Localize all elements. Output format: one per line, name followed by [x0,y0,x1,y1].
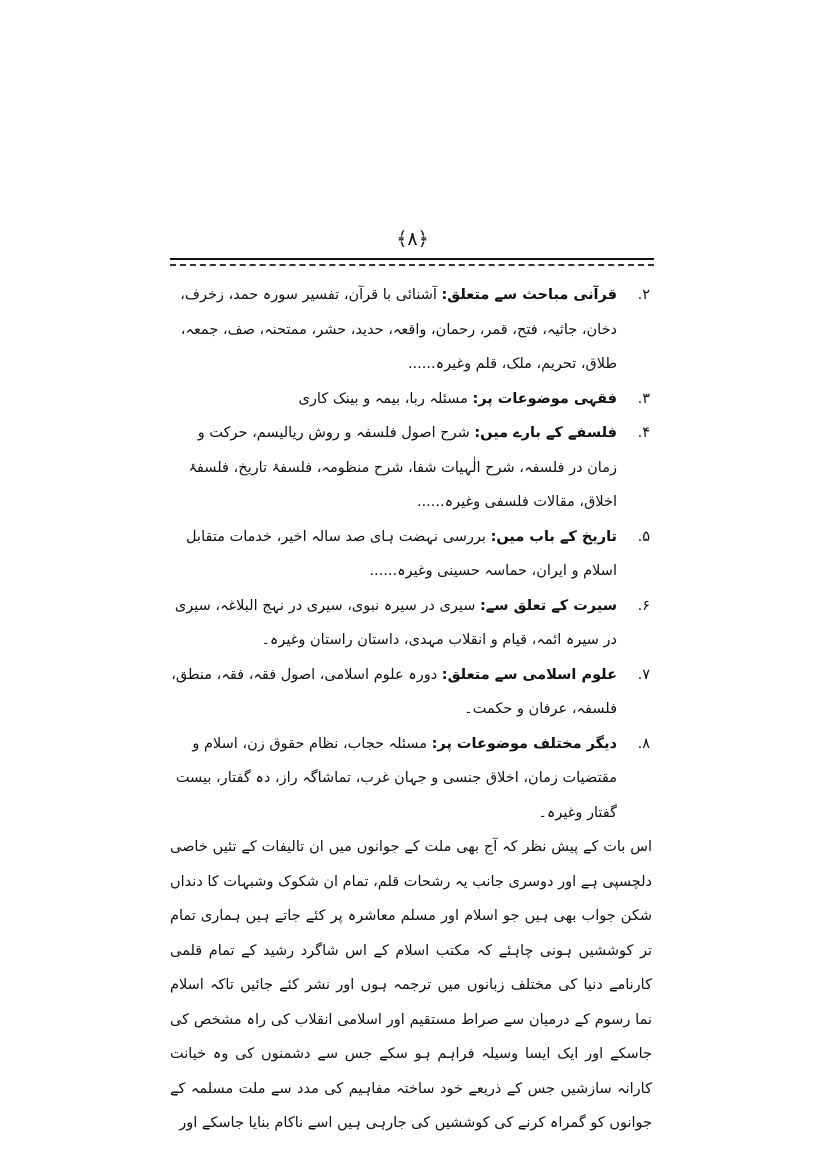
header-rule-dashed [170,264,654,266]
list-item-text: مسئلہ حجاب، نظام حقوق زن، اسلام و مقتضیات زمان، اخلاق جنسی و جہان غرب، تماشاگہ راز، دہ گفتار، بیست گفتار وغیرہ۔ [175,735,617,821]
list-item [170,727,652,831]
list-item-lead: فقہی موضوعات پر: [472,390,617,407]
list-item-lead: دیگر مختلف موضوعات پر: [431,735,617,752]
list-item-text: آشنائی با قرآن، تفسیر سورہ حمد، زخرف، دخان، جاثیہ، فتح، قمر، رحمان، واقعہ، حدید، حشر، ممتحنہ، صف، جمعہ، طلاق، تحریم، ملک، قلم وغیرہ...... [180,287,617,372]
page-number: ﴿۸﴾ [396,228,429,250]
list-item-number: ۳. [637,390,650,407]
list-item-text: بررسی نہضت ہای صد سالہ اخیر، خدمات متقابل اسلام و ایران، حماسہ حسینی وغیرہ...... [186,528,617,579]
list-item-number: ۷. [637,666,650,683]
list-item-number: ۴. [637,425,650,441]
list-item-lead: قرآنی مباحث سے متعلق: [441,287,617,303]
list-item-lead: علوم اسلامی سے متعلق: [441,666,617,683]
list-item-text: سیری در سیرہ نبوی، سیری در نہج البلاغہ، سیری در سیرہ ائمہ، قیام و انقلاب مہدی، داستان راستان وغیرہ۔ [174,597,617,648]
list-item [170,589,652,658]
list-item-lead: فلسفے کے بارے میں: [474,425,617,441]
list-item-number: ۵. [637,528,650,545]
list-item-text: شرح اصول فلسفہ و روش ریالیسم، حرکت و زمان در فلسفہ، شرح الٰہیات شفا، شرح منظومہ، فلسفۂ تاریخ، فلسفۂ اخلاق، مقالات فلسفی وغیرہ...... [188,425,617,510]
list-item-text: مسئلہ ربا، بیمہ و بینک کاری [298,390,473,407]
topic-list [170,278,652,830]
list-item-lead: تاریخ کے باب میں: [490,528,617,545]
list-item-number: ۶. [637,597,650,614]
body-paragraph: اس بات کے پیش نظر کہ آج بھی ملت کے جوانوں میں ان تالیفات کے تئیں خاصی دلچسپی ہے اور دوسری جانب یہ رشحات قلم، تمام ان شکوک وشبہات کا دنداں شکن جواب بھی ہیں جو اسلام اور مسلم معاشرہ پر کئے جاتے ہیں ہماری تمام تر کوششیں ہونی چاہئے کہ مکتب اسلام کے اس شاگرد رشید کے تمام قلمی کارنامے دنیا کی مختلف زبانوں میں ترجمہ ہوں اور نشر کئے جائیں تاکہ اسلام نما رسوم کے درمیان سے صراط مستقیم اور اسلامی انقلاب کی راہ مشخص کی جاسکے اور ایک ایسا وسیلہ فراہم ہو سکے جس سے دشمنوں کی وہ خیانت کارانہ سازشیں جس کے ذریعے خود ساختہ مفاہیم کی مدد سے ملت مسلمہ کے جوانوں کو گمراہ کرنے کی کوششیں کی جارہی ہیں اسے ناکام بنایا جاسکے اور [170,839,652,1131]
list-item [170,382,652,417]
list-item [170,658,652,727]
list-item-lead: سیرت کے تعلق سے: [479,597,617,614]
list-item-text: دورہ علوم اسلامی، اصول فقہ، فقہ، منطق، فلسفہ، عرفان و حکمت۔ [171,666,617,717]
header-rule [170,258,654,263]
list-item-number: ۸. [637,735,650,752]
list-item [170,520,652,589]
list-item [170,416,652,520]
list-item [170,278,652,382]
list-item-number: ۲. [637,287,650,303]
page-content [170,278,652,1141]
